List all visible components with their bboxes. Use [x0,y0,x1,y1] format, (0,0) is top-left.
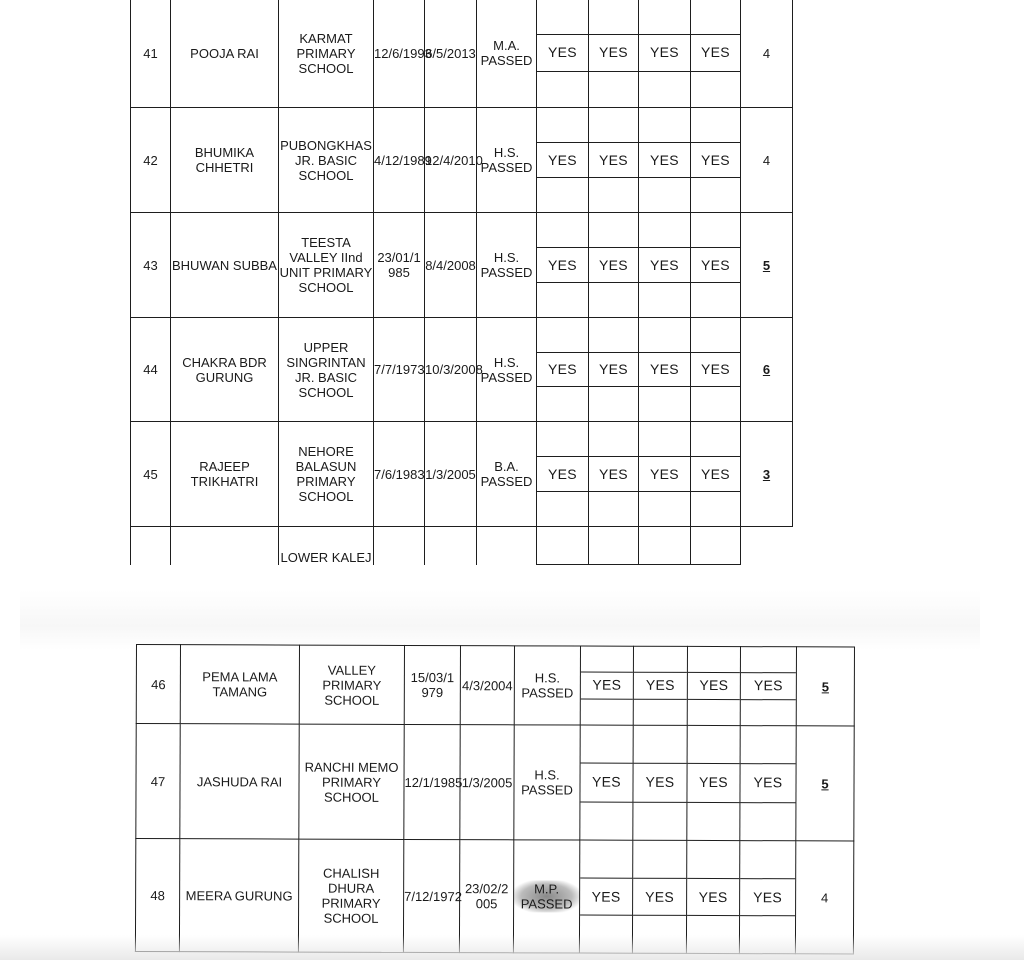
school-name: TEESTA VALLEY IInd UNIT PRIMARY SCHOOL [279,213,374,318]
yes-value: YES [639,34,690,70]
criteria-check-3 [639,318,691,422]
date-of-birth: 23/01/1 985 [374,213,425,318]
date-of-birth: 7/7/1973 [374,318,425,422]
criteria-check-2 [589,318,639,422]
criteria-check-1 [537,213,589,318]
serial-number: 41 [131,0,171,108]
serial-number: 45 [131,422,171,527]
empty-cell [374,527,425,565]
criteria-check-3 [687,646,740,725]
serial-number: 42 [131,108,171,213]
yes-value: YES [639,247,690,282]
date-of-joining: 8/4/2008 [425,213,477,318]
teacher-name: BHUMIKA CHHETRI [171,108,279,213]
score-mark: 4 [795,841,853,954]
empty-cell [171,527,279,565]
yes-value: YES [589,247,638,282]
score-mark: 5 [741,213,793,318]
criteria-check-4 [691,0,741,108]
criteria-check-3 [687,725,740,840]
criteria-check-2 [589,213,639,318]
teacher-name: RAJEEP TRIKHATRI [171,422,279,527]
yes-value: YES [537,247,588,282]
yes-value: YES [687,763,739,802]
empty-cell [537,527,589,565]
table-row [131,213,793,318]
date-of-birth: 7/6/1983 [374,422,425,527]
teacher-name: POOJA RAI [171,0,279,108]
criteria-check-2 [633,646,687,725]
empty-cell [691,527,741,565]
table-row [136,645,854,727]
score-mark: 5 [796,726,854,841]
criteria-check-2 [633,725,687,840]
criteria-check-1 [580,646,633,725]
qualification: H.S. PASSED [477,213,537,318]
school-name: CHALISH DHURA PRIMARY SCHOOL [298,839,403,952]
criteria-check-1 [537,108,589,213]
scan-edge [0,935,1024,960]
yes-value: YES [740,878,795,916]
yes-value: YES [691,34,740,70]
date-of-joining: 4/3/2004 [460,646,514,725]
score-mark: 6 [741,318,793,422]
table-row-partial [131,527,793,565]
school-name: LOWER KALEJ [279,527,374,565]
qualification: H.S. PASSED [514,725,580,840]
register-table-2 [135,644,855,955]
yes-value: YES [639,456,690,491]
criteria-check-1 [580,725,633,840]
yes-value: YES [688,672,740,699]
criteria-check-3 [639,0,691,108]
serial-number: 47 [136,724,180,839]
criteria-check-2 [589,108,639,213]
criteria-check-3 [639,213,691,318]
date-of-joining: 12/4/2010 [425,108,477,213]
date-of-birth: 12/6/1993 [374,0,425,108]
register-table-1 [130,0,793,565]
empty-cell [425,527,477,565]
empty-cell [639,527,691,565]
yes-value: YES [537,34,588,70]
date-of-joining: 10/3/2008 [425,318,477,422]
yes-value: YES [537,456,588,491]
yes-value: YES [639,352,690,387]
criteria-check-3 [639,108,691,213]
serial-number: 44 [131,318,171,422]
score-mark: 5 [796,647,854,726]
school-name: PUBONGKHAS JR. BASIC SCHOOL [279,108,374,213]
school-name: KARMAT PRIMARY SCHOOL [279,0,374,108]
table-row [131,318,793,422]
criteria-check-1 [537,318,589,422]
teacher-name: BHUWAN SUBBA [171,213,279,318]
yes-value: YES [634,672,687,699]
criteria-check-2 [589,422,639,527]
table-row [131,0,793,108]
yes-value: YES [633,763,686,802]
criteria-check-4 [691,318,741,422]
empty-cell [741,527,793,565]
date-of-birth: 4/12/1989 [374,108,425,213]
yes-value: YES [580,877,632,915]
table-row [131,108,793,213]
score-mark: 3 [741,422,793,527]
date-of-birth: 7/12/1972 [403,839,459,952]
qualification: H.S. PASSED [477,108,537,213]
criteria-check-4 [691,108,741,213]
score-mark: 4 [741,0,793,108]
serial-number: 43 [131,213,171,318]
qualification: M.A. PASSED [477,0,537,108]
yes-value: YES [687,878,739,916]
teacher-name: JASHUDA RAI [180,724,299,839]
yes-value: YES [639,142,690,177]
school-name: NEHORE BALASUN PRIMARY SCHOOL [279,422,374,527]
criteria-check-4 [691,422,741,527]
criteria-check-1 [537,0,589,108]
yes-value: YES [691,142,740,177]
qualification-overwritten: M.P. PASSED [514,880,579,912]
table-row [131,422,793,527]
school-name: UPPER SINGRINTAN JR. BASIC SCHOOL [279,318,374,422]
criteria-check-4 [740,647,796,726]
date-of-joining: 23/02/2 005 [459,840,513,953]
yes-value: YES [633,877,686,915]
date-of-joining: 1/3/2005 [460,725,514,840]
yes-value: YES [741,672,796,699]
empty-cell [477,527,537,565]
yes-value: YES [581,672,633,699]
empty-cell [589,527,639,565]
criteria-check-4 [691,213,741,318]
yes-value: YES [691,352,740,387]
score-mark: 4 [741,108,793,213]
teacher-name: PEMA LAMA TAMANG [180,645,299,724]
criteria-check-2 [589,0,639,108]
yes-value: YES [589,352,638,387]
yes-value: YES [691,247,740,282]
yes-value: YES [740,763,795,802]
serial-number: 48 [135,839,179,952]
school-name: VALLEY PRIMARY SCHOOL [299,645,404,724]
serial-number: 46 [136,645,180,724]
criteria-check-4 [740,726,796,841]
empty-cell [131,527,171,565]
date-of-joining: 1/3/2005 [425,422,477,527]
yes-value: YES [589,34,638,70]
date-of-birth: 15/03/1 979 [404,645,460,724]
school-name: RANCHI MEMO PRIMARY SCHOOL [299,724,404,839]
yes-value: YES [537,352,588,387]
qualification: H.S. PASSED [477,318,537,422]
yes-value: YES [580,763,632,802]
criteria-check-1 [537,422,589,527]
yes-value: YES [691,456,740,491]
table-row [136,724,854,842]
teacher-name: CHAKRA BDR GURUNG [171,318,279,422]
date-of-joining: 6/5/2013 [425,0,477,108]
date-of-birth: 12/1/1985 [404,724,460,839]
yes-value: YES [589,456,638,491]
yes-value: YES [589,142,638,177]
page-gap [20,590,980,650]
yes-value: YES [537,142,588,177]
criteria-check-3 [639,422,691,527]
qualification: H.S. PASSED [514,646,580,725]
qualification: B.A. PASSED [477,422,537,527]
teacher-name: MEERA GURUNG [179,839,298,952]
